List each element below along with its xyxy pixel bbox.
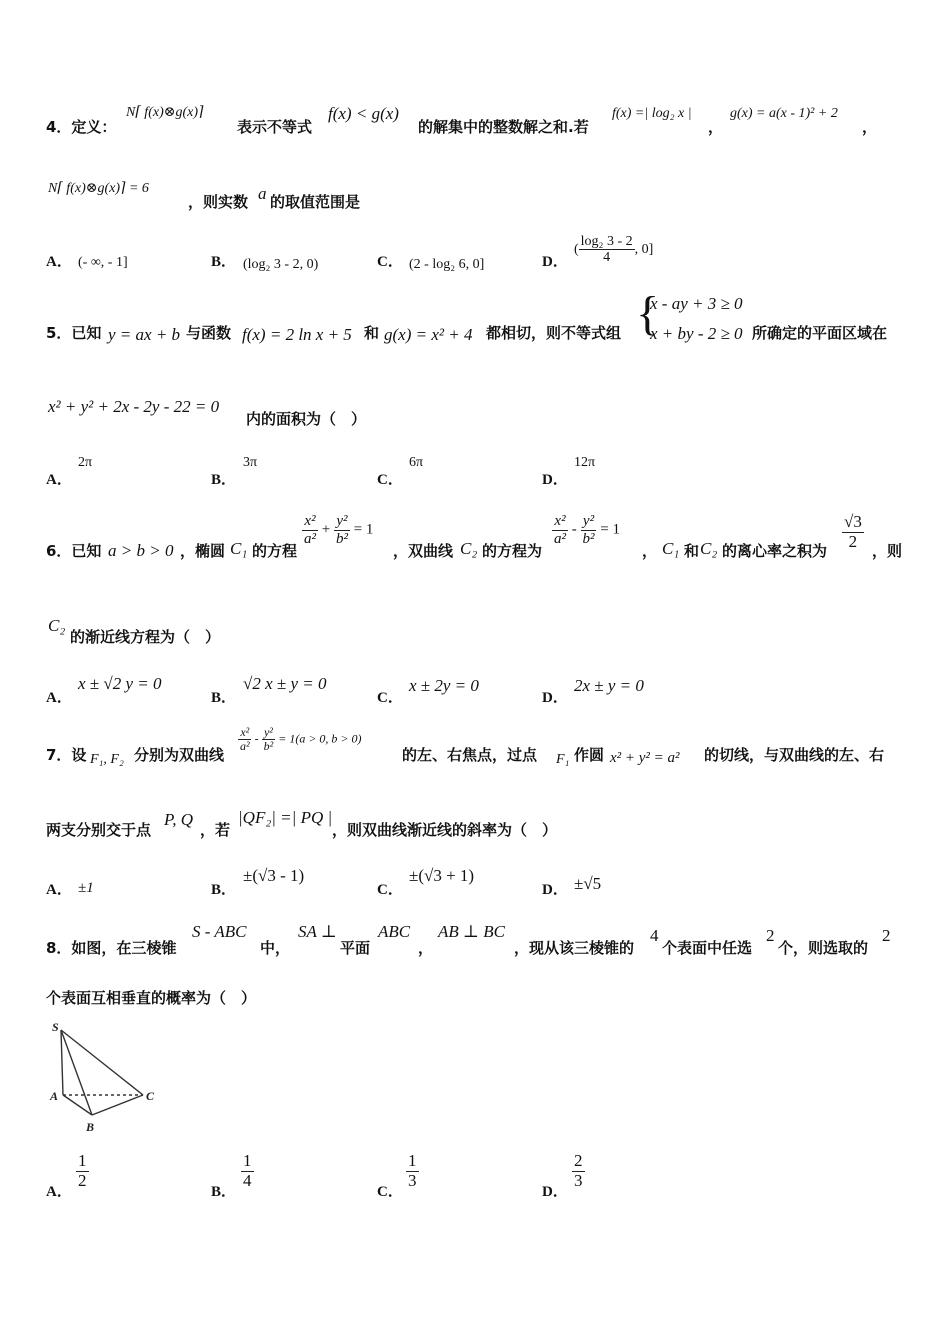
q4-option-d[interactable]: ( $\frac{\text{log₂ 3 - 2}}{4}$ , 0] <box>574 234 654 266</box>
q4-text: 的取值范围是 <box>270 193 361 211</box>
q7-text: ，则双曲线渐近线的斜率为（ ） <box>332 821 558 839</box>
q8-option-a[interactable]: $\frac{1}{2}$ <box>78 1151 87 1190</box>
q8-text: 个表面互相垂直的概率为（ ） <box>46 989 257 1007</box>
q4-option-b-label[interactable]: B． <box>211 254 237 270</box>
q8-option-d[interactable]: $\frac{2}{3}$ <box>574 1151 583 1190</box>
q7-option-a-label[interactable]: A． <box>46 882 72 898</box>
vertex-label-c: C <box>146 1089 155 1103</box>
q4-expr-f: f(x) =| log₂ x | <box>612 106 692 121</box>
q7-text: 的左、右焦点，过点 <box>402 746 538 764</box>
q6-c2: C₂ <box>460 539 478 558</box>
q6-text: ，双曲线 <box>393 542 454 560</box>
q8-text: ，现从该三棱锥的 <box>514 939 635 957</box>
q8-option-b-label[interactable]: B． <box>211 1184 237 1200</box>
q5-option-b[interactable]: 3π <box>243 455 258 470</box>
q8-text: 个，则选取的 <box>778 939 869 957</box>
q4-option-c-label[interactable]: C． <box>377 254 403 270</box>
q7-number: 7．设 <box>46 746 87 764</box>
q8-text: 平面 <box>340 939 371 957</box>
q4-expr-inequality: f(x) < g(x) <box>328 104 399 123</box>
q4-number: 4．定义： <box>46 118 117 136</box>
q8-text: 中， <box>260 939 291 957</box>
vertex-label-b: B <box>86 1120 95 1134</box>
q6-option-c-label[interactable]: C． <box>377 690 403 706</box>
q4-text: ，则实数 <box>188 193 249 211</box>
q5-expr-line: y = ax + b <box>108 325 181 344</box>
q7-f1: F₁ <box>556 752 570 767</box>
q8-expr-pyramid: S - ABC <box>192 922 247 941</box>
q6-text: 的方程为 <box>482 542 543 560</box>
q6-c1: C₁ <box>662 539 680 558</box>
q4-separator: ， <box>862 118 878 136</box>
q6-text: 的离心率之积为 <box>722 542 828 560</box>
q8-number-4: 4 <box>650 926 659 945</box>
q6-c1: C₁ <box>230 539 248 558</box>
q5-expr-f: f(x) = 2 ln x + 5 <box>242 325 352 344</box>
q6-number: 6．已知 <box>46 542 102 560</box>
q8-text: 个表面中任选 <box>662 939 753 957</box>
q4-option-b[interactable]: (log₂ 3 - 2, 0) <box>243 257 319 272</box>
q4-var-a: a <box>258 184 267 203</box>
q6-eccentricity-product: $\frac{√3}{2}$ <box>844 512 862 551</box>
q5-system-line2: x + by - 2 ≥ 0 <box>650 324 743 343</box>
q5-option-d-label[interactable]: D． <box>542 472 568 488</box>
q5-option-b-label[interactable]: B． <box>211 472 237 488</box>
q6-text: ，椭圆 <box>180 542 226 560</box>
q7-hyperbola-equation: $\frac{\text{x²}}{\text{a²}}$ - $\frac{\text{y²}}{\text{b²}}$ = 1(a > 0, b > 0) <box>240 725 362 754</box>
q8-number: 8．如图，在三棱锥 <box>46 939 177 957</box>
q5-text: 与函数 <box>186 324 232 342</box>
vertex-label-a: A <box>50 1089 59 1103</box>
q5-text: 和 <box>364 324 380 342</box>
q8-option-c-label[interactable]: C． <box>377 1184 403 1200</box>
q5-option-a[interactable]: 2π <box>78 455 93 470</box>
q6-text: ，则 <box>872 542 903 560</box>
q7-option-c-label[interactable]: C． <box>377 882 403 898</box>
q5-option-c[interactable]: 6π <box>409 455 424 470</box>
q6-text: 和 <box>684 542 700 560</box>
q5-text: 内的面积为（ ） <box>246 410 367 428</box>
q6-hyperbola-equation: $\frac{\text{x²}}{\text{a²}}$ - $\frac{\text{y²}}{\text{b²}}$ = 1 <box>554 513 620 547</box>
q6-text: ， <box>642 542 658 560</box>
q7-points: P, Q <box>164 810 193 829</box>
q7-option-c[interactable]: ±(√3 + 1) <box>409 866 475 885</box>
q8-option-c[interactable]: $\frac{1}{3}$ <box>408 1151 417 1190</box>
q8-option-b[interactable]: $\frac{1}{4}$ <box>243 1151 252 1190</box>
edge-bc <box>92 1095 143 1115</box>
q7-circle: x² + y² = a² <box>610 750 680 766</box>
pyramid-figure <box>40 1015 170 1140</box>
q4-expr-N-eq: N⌈ f(x)⊗g(x)⌉ = 6 <box>48 181 149 196</box>
q4-expr-g: g(x) = a(x - 1)² + 2 <box>730 106 838 121</box>
q4-text: 表示不等式 <box>237 118 313 136</box>
q6-text: 的方程 <box>252 542 298 560</box>
q6-text: 的渐近线方程为（ ） <box>70 628 221 646</box>
q8-number-2: 2 <box>766 926 775 945</box>
q6-option-d-label[interactable]: D． <box>542 690 568 706</box>
q6-option-a[interactable]: x ± √2 y = 0 <box>78 674 162 693</box>
q5-option-c-label[interactable]: C． <box>377 472 403 488</box>
q7-text: 的切线，与双曲线的左、右 <box>704 746 885 764</box>
q8-expr-perp: AB ⊥ BC <box>438 922 505 941</box>
q6-c2: C₂ <box>48 616 66 635</box>
q7-condition: |QF₂| =| PQ | <box>238 808 333 827</box>
q4-option-d-label[interactable]: D． <box>542 254 568 270</box>
q5-text: 所确定的平面区域在 <box>752 324 888 342</box>
q8-text: ， <box>418 939 434 957</box>
q7-text: 分别为双曲线 <box>134 746 225 764</box>
q6-option-a-label[interactable]: A． <box>46 690 72 706</box>
q5-system-brace: { <box>636 287 660 340</box>
q8-number-2: 2 <box>882 926 891 945</box>
q4-text: 的解集中的整数解之和.若 <box>418 118 589 136</box>
q6-option-b[interactable]: √2 x ± y = 0 <box>243 674 327 693</box>
q7-text: ，若 <box>200 821 231 839</box>
q6-option-c[interactable]: x ± 2y = 0 <box>409 676 479 695</box>
q5-text: 都相切，则不等式组 <box>486 324 622 342</box>
q4-option-a-label[interactable]: A． <box>46 254 72 270</box>
q6-option-d[interactable]: 2x ± y = 0 <box>574 676 644 695</box>
q7-option-b[interactable]: ±(√3 - 1) <box>243 866 305 885</box>
q5-number: 5．已知 <box>46 324 102 342</box>
q4-expr-N: N⌈ f(x)⊗g(x)⌉ <box>126 105 204 120</box>
q6-c2: C₂ <box>700 539 718 558</box>
q6-expr-cond: a > b > 0 <box>108 541 174 560</box>
q5-option-a-label[interactable]: A． <box>46 472 72 488</box>
q7-option-d-label[interactable]: D． <box>542 882 568 898</box>
q5-expr-g: g(x) = x² + 4 <box>384 325 473 344</box>
q7-option-b-label[interactable]: B． <box>211 882 237 898</box>
q6-ellipse-equation: $\frac{\text{x²}}{\text{a²}}$ + $\frac{\text{y²}}{\text{b²}}$ = 1 <box>304 513 374 547</box>
q5-expr-circle: x² + y² + 2x - 2y - 22 = 0 <box>48 397 220 416</box>
vertex-label-s: S <box>52 1020 59 1034</box>
q7-expr-foci: F₁, F₂ <box>90 752 124 767</box>
q7-text: 两支分别交于点 <box>46 821 152 839</box>
q7-option-d[interactable]: ±√5 <box>574 874 602 893</box>
q8-option-a-label[interactable]: A． <box>46 1184 72 1200</box>
q5-option-d[interactable]: 12π <box>574 455 596 470</box>
q8-expr-plane: ABC <box>378 922 411 941</box>
q7-option-a[interactable]: ±1 <box>78 880 94 896</box>
q8-option-d-label[interactable]: D． <box>542 1184 568 1200</box>
q4-option-c[interactable]: (2 - log₂ 6, 0] <box>409 257 485 272</box>
q7-text: 作圆 <box>574 746 605 764</box>
q4-option-a[interactable]: (- ∞, - 1] <box>78 255 128 270</box>
q8-expr-sa: SA ⊥ <box>298 922 337 941</box>
edge-sa <box>61 1030 63 1095</box>
q6-option-b-label[interactable]: B． <box>211 690 237 706</box>
q5-system-line1: x - ay + 3 ≥ 0 <box>650 294 743 313</box>
q4-separator: ， <box>708 118 724 136</box>
